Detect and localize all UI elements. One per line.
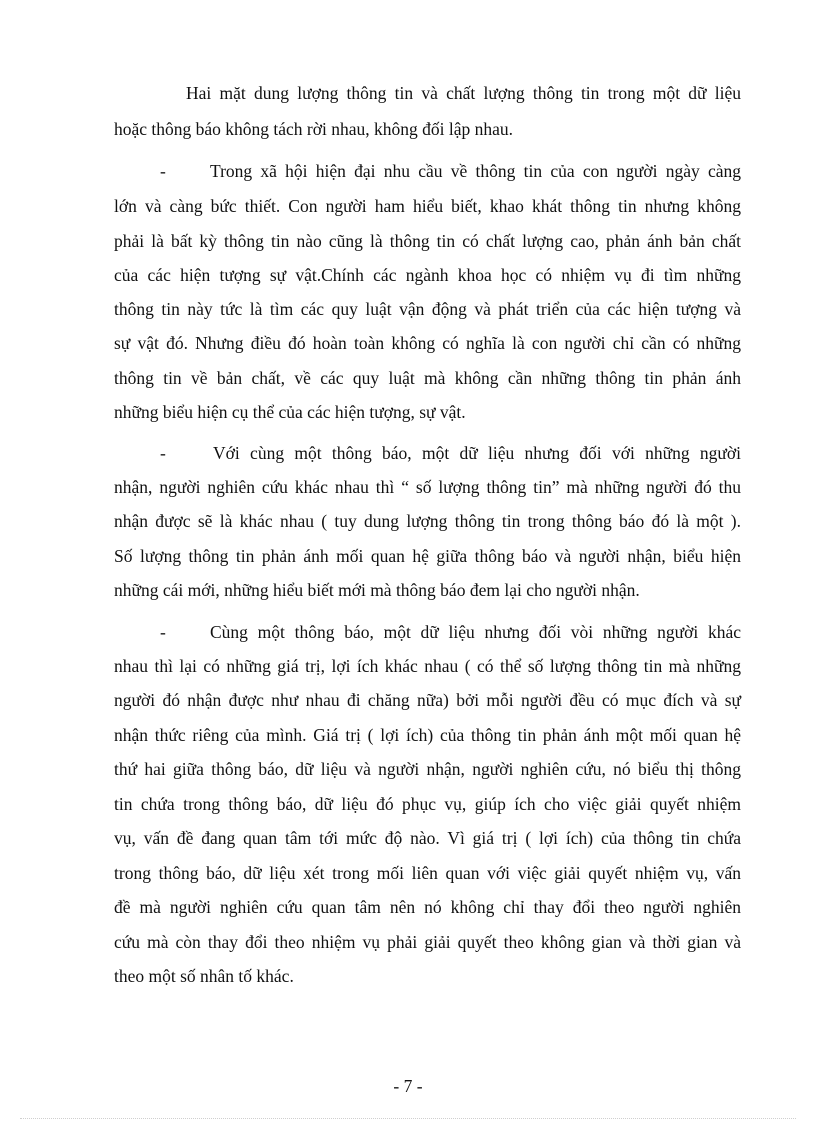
paragraph-2-line-4: của các hiện tượng sự vật.Chính các ngành khoa học có nhiệm vụ đi tìm những — [114, 265, 741, 285]
paragraph-4-line-4: nhận thức riêng của mình. Giá trị ( lợi ích) của thông tin phản ánh một mối quan hệ — [114, 725, 741, 745]
page-bottom-divider — [20, 1118, 796, 1119]
paragraph-4-line-3: người đó nhận được như nhau đi chăng nữa) bởi mỗi người đều có mục đích và sự — [114, 690, 741, 710]
paragraph-1-line-2: hoặc thông báo không tách rời nhau, không đối lập nhau. — [114, 119, 514, 139]
paragraph-2-line-3: phải là bất kỳ thông tin nào cũng là thông tin có chất lượng cao, phản ánh bản chất — [114, 231, 741, 251]
paragraph-2-line-7: thông tin về bản chất, về các quy luật mà không cần những thông tin phản ánh — [114, 368, 741, 388]
paragraph-2-line-1: Trong xã hội hiện đại nhu cầu về thông tin của con người ngày càng — [210, 161, 741, 181]
paragraph-2-line-8: những biểu hiện cụ thể của các hiện tượng, sự vật. — [114, 402, 466, 422]
paragraph-1-line-1: Hai mặt dung lượng thông tin và chất lượng thông tin trong một dữ liệu — [186, 83, 741, 103]
paragraph-3-line-5: những cái mới, những hiểu biết mới mà thông báo đem lại cho người nhận. — [114, 580, 640, 600]
paragraph-4-line-8: trong thông báo, dữ liệu xét trong mối liên quan với việc giải quyết nhiệm vụ, vấn — [114, 863, 741, 883]
paragraph-4-line-1: Cùng một thông báo, một dữ liệu nhưng đối vòi những người khác — [210, 622, 741, 642]
paragraph-2-line-6: sự vật đó. Nhưng điều đó hoàn toàn không có nghĩa là con người chỉ cần có những — [114, 333, 741, 353]
paragraph-4-line-6: tin chứa trong thông báo, dữ liệu đó phục vụ, giúp ích cho việc giải quyết nhiệm — [114, 794, 741, 814]
paragraph-4-line-11: theo một số nhân tố khác. — [114, 966, 294, 986]
paragraph-2-line-5: thông tin này tức là tìm các quy luật vận động và phát triển của các hiện tượng và — [114, 299, 741, 319]
paragraph-4-line-5: thứ hai giữa thông báo, dữ liệu và người nhận, người nghiên cứu, nó biểu thị thông — [114, 759, 741, 779]
bullet-marker: - — [160, 443, 166, 463]
paragraph-3-line-3: nhận được sẽ là khác nhau ( tuy dung lượng thông tin trong thông báo đó là một ). — [114, 511, 741, 531]
paragraph-3-line-4: Số lượng thông tin phản ánh mối quan hệ giữa thông báo và người nhận, biểu hiện — [114, 546, 741, 566]
page-number: - 7 - — [393, 1076, 423, 1096]
paragraph-3-line-2: nhận, người nghiên cứu khác nhau thì “ số lượng thông tin” mà những người đó thu — [114, 477, 741, 497]
paragraph-4-line-7: vụ, vấn đề đang quan tâm tới mức độ nào. Vì giá trị ( lợi ích) của thông tin chứa — [114, 828, 741, 848]
paragraph-2-line-2: lớn và càng bức thiết. Con người ham hiểu biết, khao khát thông tin nhưng không — [114, 196, 741, 216]
paragraph-4-line-9: đề mà người nghiên cứu quan tâm nên nó không chỉ thay đổi theo người nghiên — [114, 897, 741, 917]
paragraph-4-line-10: cứu mà còn thay đổi theo nhiệm vụ phải giải quyết theo không gian và thời gian và — [114, 932, 741, 952]
paragraph-4-line-2: nhau thì lại có những giá trị, lợi ích khác nhau ( có thể số lượng thông tin mà những — [114, 656, 741, 676]
paragraph-3-line-1: Với cùng một thông báo, một dữ liệu nhưng đối với những người — [213, 443, 741, 463]
bullet-marker: - — [160, 622, 166, 642]
bullet-marker: - — [160, 161, 166, 181]
